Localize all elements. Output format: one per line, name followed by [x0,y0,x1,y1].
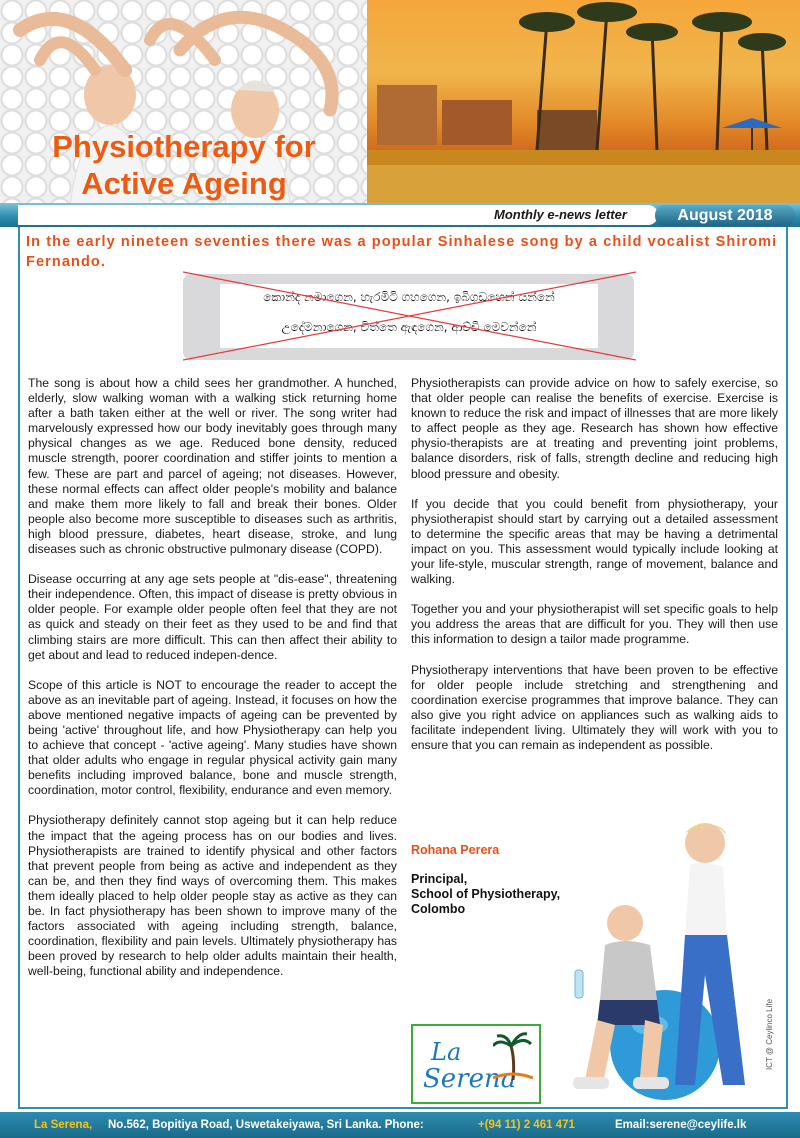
intro-text: In the early nineteen seventies there was a popular Sinhalese song by a child vocalist Shiromi Fernando. [26,234,778,270]
la-serena-logo [411,1024,541,1104]
paragraph: Together you and your physiotherapist will set specific goals to help you address the areas that are difficult for you. They will then use this information to design a tailor made programme. [411,602,778,647]
paragraph: Physiotherapy definitely cannot stop ageing but it can help reduce the impact that the ageing process has on our bodies and lives. Physiotherapists are trained to identify physical and other factors that prevent people from being as active and independent as they can be, and then they find ways of overcoming them. This makes them ideally placed to help older people stay as active as they can be. In fact physiotherapy has been shown to improve many of the factors associated with ageing including strength, balance, coordination, flexibility and pain levels. Ultimately physiotherapy has been proved by research to help older adults maintain their health, well-being, functional ability and independence. [28,813,397,979]
issue-date-badge: August 2018 [655,205,795,226]
author-name: Rohana Perera [411,843,500,857]
logo-text-la: La [431,1038,462,1066]
footer-phone: +(94 11) 2 461 471 [478,1119,575,1131]
paragraph: Physiotherapy interventions that have been proven to be effective for older people include stretching and strengthening and coordination exercise programmes that improve balance. They can also give you right advice on appliances such as walking aids to facilitate independent living. Ultimately they will work with you to ensure that you can remain as independent as possible. [411,662,778,752]
paragraph: The song is about how a child sees her grandmother. A hunched, elderly, slow walking woman with a walking stick returning home after a bath taken either at the well or river. The song writer had marvelously expressed how our body inevitably goes through many physical changes as we age. Reduced bone density, reduced muscle strength, poorer coordination and stiffer joints to mention a few. These are part and parcel of ageing; not diseases. However, these normal effects can affect older people's mobility and balance and make them more likely to fall and break their bones. Older people also become more susceptible to diseases such as arthritis, high blood pressure, diabetes, heart disease, stroke, and lung diseases such as chronic obstructive pulmonary disease (COPD). [28,376,397,557]
header-banner [0,0,800,205]
author-title-line: Principal, [411,872,468,886]
credit-vertical [765,980,798,1100]
logo-text-serena: Serena [423,1064,517,1094]
exercise-couple-image [545,815,770,1100]
credit-text: ICT @ Ceylinco Life [765,998,775,1071]
author-title-line: School of Physiotherapy, [411,887,561,901]
title-line-1: Physiotherapy for [52,129,316,164]
footer-email[interactable]: Email:serene@ceylife.lk [615,1119,747,1131]
newsletter-label: Monthly e-news letter [494,207,627,222]
footer-bar [0,1112,800,1138]
resort-photo [367,0,800,205]
footer-address: No.562, Bopitiya Road, Uswetakeiyawa, Sri Lanka. Phone: [108,1119,424,1131]
paragraph: Physiotherapists can provide advice on how to safely exercise, so that older people can realise the benefits of exercise. Exercise is known to reduce the risk and impact of illnesses that are more likely to affect people as they age. Research has shown how effective physio-therapists are at treating and preventing joint problems, balance disorders, risk of falls, strength decline and reducing high blood pressure and obesity. [411,376,778,481]
author-title-line: Colombo [411,902,466,916]
article-column-left [28,376,397,994]
title-line-2: Active Ageing [81,166,287,201]
paragraph: If you decide that you could benefit from physiotherapy, your physiotherapist should start by carrying out a detailed assessment to determine the specific areas that may be having a detrimental impact on you. This assessment would typically include looking at your life-style, muscular strength, range of movement, balance and walking. [411,496,778,587]
song-line-1: කොන්ද නමාගෙන, හැරමිටි ගහගෙන, ඉබිගුඩහෙන් යන්නේ [263,290,555,304]
page-title [34,128,334,202]
author-title [411,872,560,917]
song-line-2: උදේමනාගෙන, චිත්තෙ ඇඳගෙන, ආච්චි මෙවන්නේ [281,320,537,334]
paragraph: Disease occurring at any age sets people at "dis-ease", threatening their independence. Often, this impact of disease is pretty obvious in older people. For example older people often feel that they are not as quick and steady on their feet as they used to be and find that climbing stairs are more difficult. This can then affect their ability to get about and lead to reduced indepen-dence. [28,572,397,662]
palm-tree-icon [493,1032,533,1082]
article-column-right [411,376,778,768]
paragraph: Scope of this article is NOT to encourage the reader to accept the above as an inevitable part of ageing. Instead, it focuses on how the above mentioned negative impacts of ageing can be prevented by being 'active' throughout life, and how Physiotherapy can help you to achieve that concept - 'active ageing'. Many studies have shown that older adults who engage in regular physical activity gain many benefits including improved balance, bone and muscle strength, coordination, motor control, flexibility, endurance and even memory. [28,677,397,798]
strike-cross [183,270,638,362]
footer-brand: La Serena, [34,1119,93,1131]
